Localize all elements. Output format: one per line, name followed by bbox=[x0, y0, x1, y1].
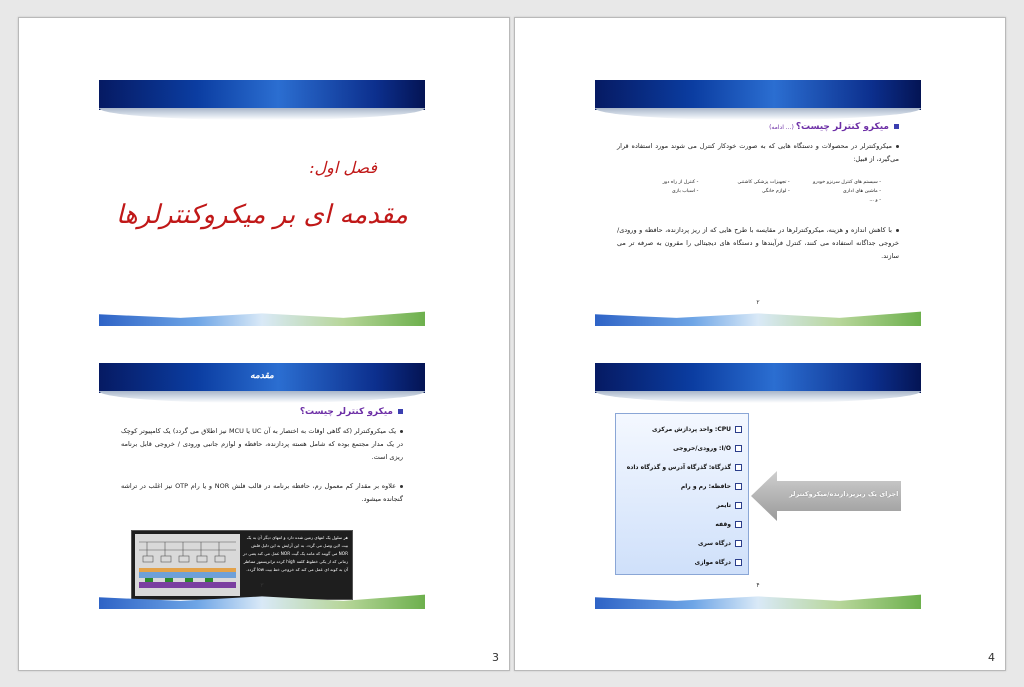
slide-header-band bbox=[595, 363, 921, 393]
slide-paragraph-1: میکروکنترلر در محصولات و دستگاه هایی که به صورت خودکار کنترل می شوند مورد استفاده قرار می‌گیرد، از قبیل: bbox=[617, 142, 899, 163]
slide-what-is-microcontroller[interactable] bbox=[99, 363, 425, 609]
slide-number: ۳ bbox=[260, 582, 264, 589]
slide-header-band bbox=[99, 363, 425, 393]
list-item: درگاه سری bbox=[698, 540, 742, 547]
bullet-dot-icon bbox=[896, 145, 899, 148]
example-item: - کنترل از راه دور bbox=[662, 180, 699, 185]
list-item: حافظه: رم و رام bbox=[681, 483, 742, 490]
slide-paragraph-1: یک میکروکنترلر (که گاهی اوقات به اختصار به آن UC یا MCU نیز اطلاق می گردد) یک کامپیوتر کوچک در یک مدار مجتمع بوده که شامل هسته پردازنده، حافظه و لوازم جانبی ورودی / خروجی قابل برنامه ریزی است. bbox=[121, 427, 403, 461]
checkbox-icon bbox=[735, 426, 742, 433]
bullet-dot-icon bbox=[400, 485, 403, 488]
bullet-dot-icon bbox=[896, 229, 899, 232]
chapter-label: فصل اول: bbox=[309, 158, 377, 177]
checkbox-icon bbox=[735, 502, 742, 509]
slide-header-band bbox=[99, 80, 425, 110]
slide-heading: میکرو کنترلر چیست؟(... ادامه) bbox=[769, 122, 899, 132]
list-item: تایمر bbox=[716, 502, 742, 509]
slide-microcontroller-components[interactable] bbox=[595, 363, 921, 609]
checkbox-icon bbox=[735, 559, 742, 566]
list-item: CPU: واحد پردازش مرکزی bbox=[652, 426, 742, 433]
checkbox-icon bbox=[735, 464, 742, 471]
document-page-left[interactable] bbox=[18, 17, 510, 671]
list-item: I/O: ورودی/خروجی bbox=[673, 445, 742, 452]
bullet-square-icon bbox=[398, 409, 403, 414]
slide-main-title: مقدمه ای بر میکروکنترلرها bbox=[116, 200, 408, 230]
slide-paragraph-2: علاوه بر مقدار کم معمول رم، حافظه برنامه در قالب فلش NOR و یا رام OTP نیز اغلب در تراشه گنجانده میشود. bbox=[121, 482, 403, 503]
bullet-square-icon bbox=[894, 124, 899, 129]
components-list-box bbox=[615, 413, 749, 575]
slide-title[interactable] bbox=[99, 80, 425, 326]
slide-paragraph-2: با کاهش اندازه و هزینه، میکروکنترلرها در مقایسه با طرح هایی که از ریز پردازنده، حافظه و ورودی/خروجی جداگانه استفاده می کنند، کنترل فرآیندها و دستگاه های دیجیتالی را مقرون به صرفه تر می سازند. bbox=[617, 226, 899, 260]
example-item: - ماشین های اداری bbox=[842, 189, 881, 194]
list-item: درگاه موازی bbox=[695, 559, 742, 566]
slide-what-is-microcontroller-continued[interactable] bbox=[595, 80, 921, 326]
page-number: 3 bbox=[492, 651, 499, 664]
checkbox-icon bbox=[735, 521, 742, 528]
slide-footer-swoosh bbox=[595, 308, 921, 326]
slide-footer-swoosh bbox=[595, 591, 921, 609]
example-item: - تجهیزات پزشکی کاشتنی bbox=[737, 180, 790, 185]
examples-list bbox=[615, 180, 881, 203]
slide-number: ۴ bbox=[756, 582, 760, 589]
checkbox-icon bbox=[735, 540, 742, 547]
slide-heading: میکرو کنترلر چیست؟ bbox=[300, 407, 403, 417]
list-item: وقفه bbox=[715, 521, 742, 528]
checkbox-icon bbox=[735, 445, 742, 452]
example-item: - اسباب بازی bbox=[671, 189, 699, 194]
nor-flash-figure bbox=[131, 530, 353, 600]
slide-band-title: مقدمه bbox=[250, 371, 274, 381]
figure-caption: هر سلول یک انتهای زمین شده دارد و انتهای دیگر آن به یک بیت لاین وصل می گردد. به این آرایش به این دلیل فلش NOR می گویند که مانند یک گیت NOR عمل می کند یعنی در زمانی که از یکی خطوط کلمه high کرده ترانزیستور متناظر آن به کونه ای عمل می کند که خروجی خط بیت low گردد. bbox=[243, 535, 348, 572]
checkbox-icon bbox=[735, 483, 742, 490]
arrow-label: اجزای یک ریزپردازنده/میکروکنترلر bbox=[789, 490, 899, 498]
slide-heading-sub: (... ادامه) bbox=[769, 124, 794, 131]
slide-footer-swoosh bbox=[99, 308, 425, 326]
example-item: - لوازم خانگی bbox=[761, 189, 790, 194]
slide-number: ۲ bbox=[756, 299, 760, 306]
bullet-dot-icon bbox=[400, 430, 403, 433]
example-item: - و ... bbox=[869, 198, 881, 203]
document-page-right[interactable] bbox=[514, 17, 1006, 671]
list-item: گذرگاه: گذرگاه آدرس و گذرگاه داده bbox=[627, 464, 742, 471]
example-item: - سیستم های کنترل سرنزو خودرو bbox=[813, 180, 881, 185]
page-number: 4 bbox=[988, 651, 995, 664]
slide-header-band bbox=[595, 80, 921, 110]
